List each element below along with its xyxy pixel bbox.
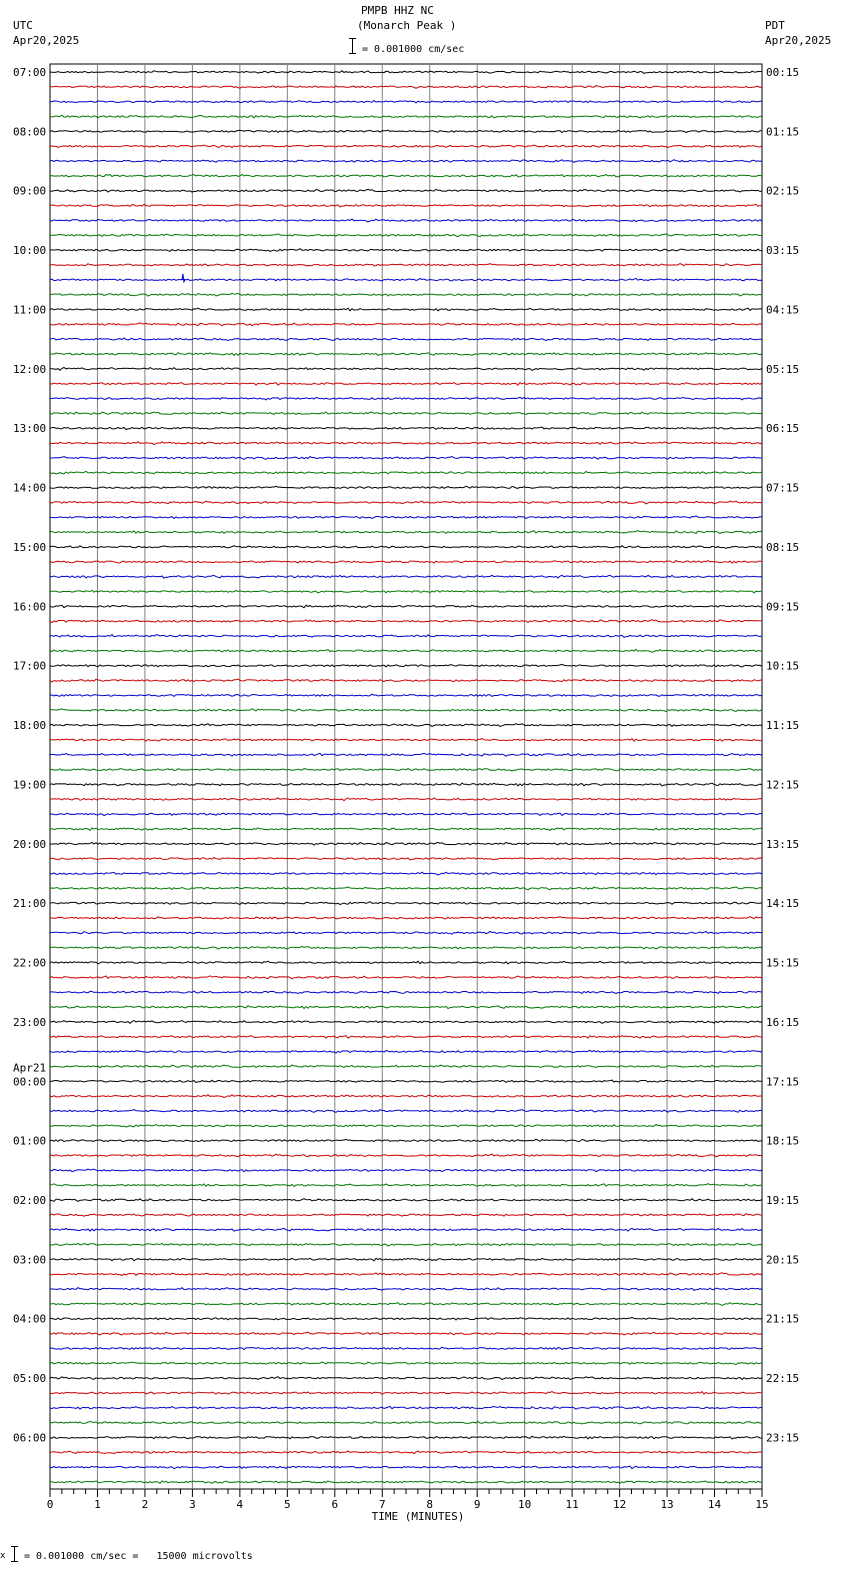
seismic-trace — [50, 724, 762, 727]
x-tick-label: 7 — [378, 1498, 386, 1511]
x-tick-label: 1 — [94, 1498, 101, 1511]
seismic-trace — [50, 338, 762, 341]
seismic-trace — [50, 664, 762, 667]
seismic-trace — [50, 783, 762, 786]
seismic-trace — [50, 961, 762, 964]
utc-hour-label: 11:00 — [13, 303, 47, 317]
seismic-trace — [50, 620, 762, 623]
pdt-hour-label: 06:15 — [766, 422, 800, 436]
seismic-trace — [50, 1184, 762, 1187]
utc-hour-label: 13:00 — [13, 422, 47, 436]
footer-marker: x — [0, 1551, 6, 1561]
seismic-trace — [50, 1332, 762, 1335]
seismic-trace — [50, 575, 762, 578]
seismic-trace — [50, 471, 762, 474]
utc-hour-label: 09:00 — [13, 184, 47, 198]
header-scale-text: = 0.001000 cm/sec — [362, 44, 465, 55]
pdt-hour-label: 19:15 — [766, 1194, 800, 1207]
utc-hour-label: 23:00 — [13, 1015, 47, 1029]
seismic-trace — [50, 1347, 762, 1349]
pdt-hour-label: 03:15 — [766, 244, 800, 258]
seismic-trace — [50, 1481, 762, 1484]
utc-hour-label: 03:00 — [13, 1253, 47, 1267]
seismic-trace — [50, 100, 762, 103]
utc-hour-label: 02:00 — [13, 1194, 47, 1207]
seismic-trace — [50, 501, 762, 504]
seismic-trace — [50, 828, 762, 831]
utc-hour-label: 18:00 — [13, 719, 47, 733]
seismic-trace — [50, 383, 762, 386]
seismic-trace — [50, 813, 762, 816]
pdt-hour-label: 21:15 — [766, 1312, 800, 1326]
x-tick-label: 5 — [284, 1498, 291, 1511]
x-axis — [47, 1489, 769, 1523]
pdt-hour-label: 18:15 — [766, 1134, 800, 1148]
seismic-trace — [50, 353, 762, 356]
seismic-trace — [50, 1362, 762, 1365]
seismic-trace — [50, 590, 762, 593]
pdt-hour-label: 10:15 — [766, 659, 800, 673]
seismic-trace — [50, 946, 762, 949]
seismic-trace — [50, 1139, 762, 1141]
seismic-trace — [50, 872, 762, 875]
seismic-trace — [50, 1421, 762, 1424]
x-axis-label: TIME (MINUTES) — [371, 1510, 465, 1523]
seismic-trace — [50, 1065, 762, 1068]
utc-hour-label: 12:00 — [13, 362, 47, 376]
seismic-trace — [50, 189, 762, 192]
seismic-trace — [50, 753, 762, 756]
seismic-trace — [50, 308, 762, 311]
pdt-hour-label: 00:15 — [766, 66, 800, 79]
seismic-trace — [50, 115, 762, 118]
right-date-label: Apr20,2025 — [765, 34, 832, 47]
seismic-trace — [50, 635, 762, 638]
seismic-trace — [50, 1006, 762, 1009]
trace-layer — [50, 71, 762, 1484]
pdt-hour-label: 16:15 — [766, 1015, 800, 1029]
site-subtitle: (Monarch Peak ) — [357, 19, 457, 32]
seismic-trace — [50, 605, 762, 608]
left-timezone-label: UTC — [13, 19, 33, 32]
seismic-trace — [50, 1258, 762, 1261]
seismic-trace — [50, 1392, 762, 1395]
utc-hour-label: 04:00 — [13, 1312, 47, 1326]
x-tick-label: 15 — [755, 1498, 769, 1511]
seismic-trace — [50, 264, 762, 266]
seismic-trace — [50, 516, 762, 519]
pdt-hour-label: 14:15 — [766, 897, 800, 911]
seismic-trace — [50, 1110, 762, 1113]
seismic-trace — [50, 739, 762, 742]
seismic-trace — [50, 175, 762, 177]
seismic-trace — [50, 1436, 762, 1439]
seismic-trace — [50, 278, 762, 281]
seismic-trace — [50, 1124, 762, 1127]
utc-hour-label: 00:00 — [13, 1075, 47, 1089]
left-date-label: Apr20,2025 — [13, 34, 80, 47]
seismic-trace — [50, 798, 762, 801]
x-tick-label: 12 — [612, 1498, 627, 1511]
seismic-trace — [50, 397, 762, 400]
pdt-hour-label: 15:15 — [766, 956, 800, 970]
x-tick-label: 3 — [189, 1498, 196, 1511]
utc-hour-label: 22:00 — [13, 956, 47, 970]
seismic-trace — [50, 1050, 762, 1053]
seismic-trace — [50, 1406, 762, 1409]
utc-hour-label: 06:00 — [13, 1431, 47, 1445]
utc-hour-label: 08:00 — [13, 125, 47, 139]
seismic-trace — [50, 160, 762, 163]
seismic-trace — [50, 1021, 762, 1024]
pdt-hour-label: 17:15 — [766, 1075, 800, 1089]
seismic-trace — [50, 1199, 762, 1202]
x-tick-label: 8 — [426, 1498, 434, 1511]
x-tick-label: 4 — [236, 1498, 244, 1511]
pdt-hour-label: 13:15 — [766, 837, 800, 851]
seismic-trace — [50, 1317, 762, 1320]
x-tick-label: 0 — [46, 1498, 54, 1511]
utc-hour-label: 07:00 — [13, 66, 47, 79]
footer-scale-note: = 0.001000 cm/sec = 15000 microvolts — [24, 1551, 253, 1562]
pdt-hour-label: 12:15 — [766, 778, 800, 792]
seismic-trace — [50, 1288, 762, 1291]
pdt-hour-label: 04:15 — [766, 303, 800, 317]
seismic-trace — [50, 293, 762, 296]
seismic-trace — [50, 1154, 762, 1157]
x-tick-label: 11 — [565, 1498, 579, 1511]
utc-hour-label: 17:00 — [13, 659, 47, 673]
seismic-trace — [50, 86, 762, 89]
seismic-trace — [50, 694, 762, 696]
right-timezone-label: PDT — [765, 19, 785, 32]
seismic-trace — [50, 1243, 762, 1246]
pdt-hour-label: 09:15 — [766, 600, 800, 614]
seismic-trace — [50, 204, 762, 207]
seismic-trace — [50, 249, 762, 252]
seismic-trace — [50, 323, 762, 326]
seismic-trace — [50, 1036, 762, 1039]
seismic-trace — [50, 531, 762, 534]
seismic-trace — [50, 442, 762, 445]
utc-hour-label: 15:00 — [13, 540, 47, 554]
footer-scale-bar-icon — [11, 1546, 18, 1562]
pdt-hour-label: 23:15 — [766, 1431, 800, 1445]
seismic-trace — [50, 130, 762, 132]
seismic-trace — [50, 1273, 762, 1276]
utc-hour-label: 20:00 — [13, 837, 47, 851]
x-tick-label: 13 — [660, 1498, 674, 1511]
seismic-trace — [50, 1095, 762, 1098]
x-tick-label: 2 — [141, 1498, 149, 1511]
utc-hour-label: 14:00 — [13, 481, 47, 495]
seismic-trace — [50, 976, 762, 979]
seismic-trace — [50, 71, 762, 74]
seismic-trace — [50, 457, 762, 460]
seismic-trace — [50, 1169, 762, 1172]
seismic-trace — [50, 427, 762, 430]
pdt-hour-label: 02:15 — [766, 184, 800, 198]
seismic-trace — [50, 768, 762, 771]
pdt-hour-label: 20:15 — [766, 1253, 800, 1267]
seismic-trace — [50, 709, 762, 712]
x-tick-label: 14 — [707, 1498, 722, 1511]
seismic-trace — [50, 219, 762, 222]
pdt-hour-label: 05:15 — [766, 362, 800, 376]
utc-hour-label: 01:00 — [13, 1134, 47, 1148]
utc-hour-label: 21:00 — [13, 897, 47, 911]
utc-hour-label: 10:00 — [13, 244, 47, 258]
seismic-trace — [50, 546, 762, 549]
seismic-trace — [50, 1377, 762, 1380]
seismic-trace — [50, 368, 762, 371]
utc-hour-label: 19:00 — [13, 778, 47, 792]
pdt-hour-label: 01:15 — [766, 125, 800, 139]
seismic-trace — [50, 1228, 762, 1231]
station-title: PMPB HHZ NC — [361, 4, 434, 17]
seismic-trace — [50, 857, 762, 860]
pdt-hour-label: 08:15 — [766, 540, 800, 554]
pdt-hour-label: 07:15 — [766, 481, 800, 495]
seismic-trace — [50, 1451, 762, 1454]
seismic-trace — [50, 145, 762, 148]
utc-date-change-label: Apr21 — [13, 1061, 47, 1075]
seismic-trace — [50, 412, 762, 415]
x-tick-label: 10 — [518, 1498, 532, 1511]
utc-hour-label: 16:00 — [13, 600, 47, 614]
seismic-trace — [50, 991, 762, 994]
seismic-trace — [50, 679, 762, 682]
seismic-trace — [50, 932, 762, 935]
seismic-trace — [50, 649, 762, 652]
event-spike — [182, 274, 185, 282]
utc-hour-label: 05:00 — [13, 1372, 47, 1386]
seismic-trace — [50, 234, 762, 237]
seismic-trace — [50, 1080, 762, 1083]
seismic-trace — [50, 560, 762, 563]
seismic-trace — [50, 1466, 762, 1469]
seismic-trace — [50, 902, 762, 905]
pdt-hour-label: 22:15 — [766, 1372, 800, 1386]
pdt-hour-label: 11:15 — [766, 719, 800, 733]
x-tick-label: 6 — [331, 1498, 339, 1511]
seismic-trace — [50, 917, 762, 919]
seismic-trace — [50, 1214, 762, 1217]
seismic-trace — [50, 486, 762, 488]
x-tick-label: 9 — [473, 1498, 481, 1511]
seismic-trace — [50, 842, 762, 845]
seismic-trace — [50, 1303, 762, 1306]
seismic-trace — [50, 887, 762, 890]
